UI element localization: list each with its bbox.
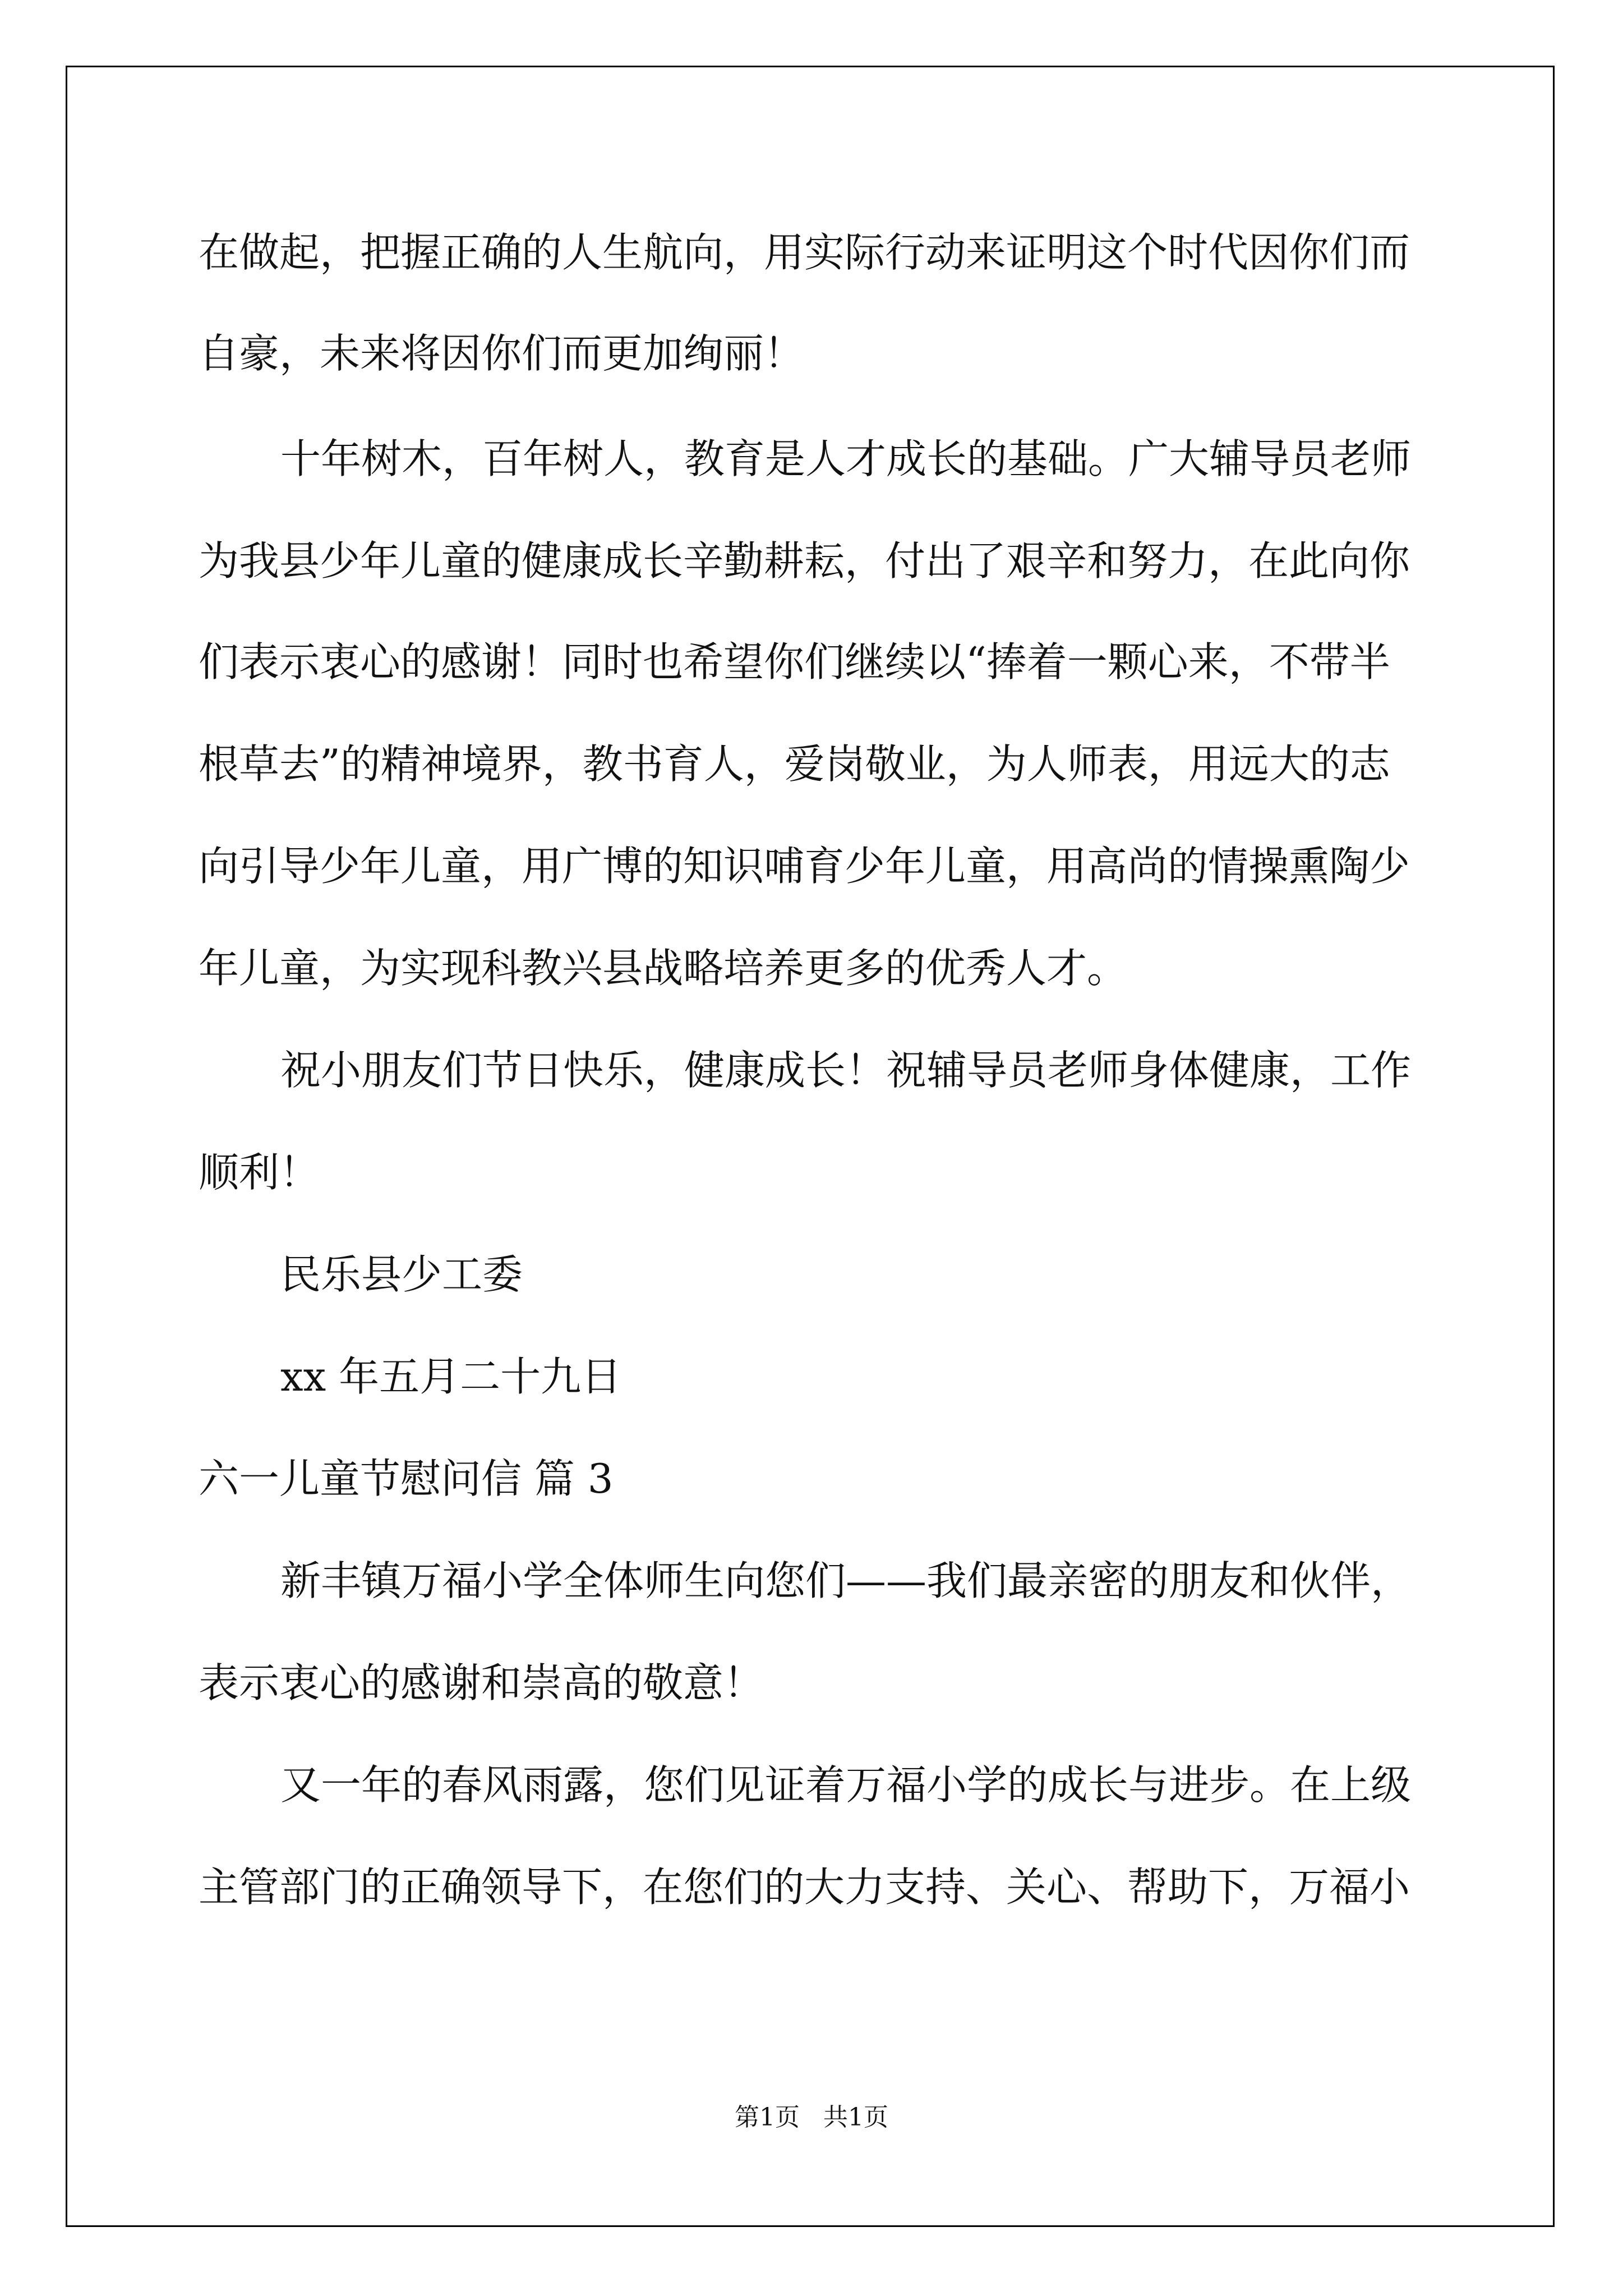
body-line-8: 年儿童，为实现科教兴县战略培养更多的优秀人才。 [199, 945, 1128, 992]
body-line-9: 祝小朋友们节日快乐，健康成长！祝辅导员老师身体健康，工作 [280, 1047, 1412, 1094]
body-line-1: 在做起，把握正确的人生航向，用实际行动来证明这个时代因你们而 [199, 229, 1410, 276]
body-line-6: 根草去”的精神境界，教书育人，爱岗敬业，为人师表，用远大的志 [199, 740, 1390, 788]
body-line-7: 向引导少年儿童，用广博的知识哺育少年儿童，用高尚的情操熏陶少 [199, 843, 1410, 890]
signature-date: xx 年五月二十九日 [280, 1353, 622, 1400]
body-line-12: 表示衷心的感谢和崇高的敬意！ [199, 1659, 764, 1706]
body-line-5: 们表示衷心的感谢！同时也希望你们继续以“捧着一颗心来，不带半 [199, 638, 1390, 685]
body-line-10: 顺利！ [199, 1149, 320, 1196]
body-line-4: 为我县少年儿童的健康成长辛勤耕耘，付出了艰辛和努力，在此向你 [199, 537, 1410, 585]
body-line-14: 主管部门的正确领导下，在您们的大力支持、关心、帮助下，万福小 [199, 1864, 1410, 1911]
body-line-13: 又一年的春风雨露，您们见证着万福小学的成长与进步。在上级 [280, 1761, 1412, 1809]
body-line-11: 新丰镇万福小学全体师生向您们——我们最亲密的朋友和伙伴， [280, 1557, 1412, 1604]
section-heading: 六一儿童节慰问信 篇 3 [199, 1455, 614, 1502]
page-footer: 第1页 共1页 [735, 2103, 888, 2132]
body-line-3: 十年树木，百年树人，教育是人才成长的基础。广大辅导员老师 [280, 435, 1412, 482]
signature-org: 民乐县少工委 [280, 1251, 523, 1298]
body-line-2: 自豪，未来将因你们而更加绚丽！ [199, 330, 805, 377]
